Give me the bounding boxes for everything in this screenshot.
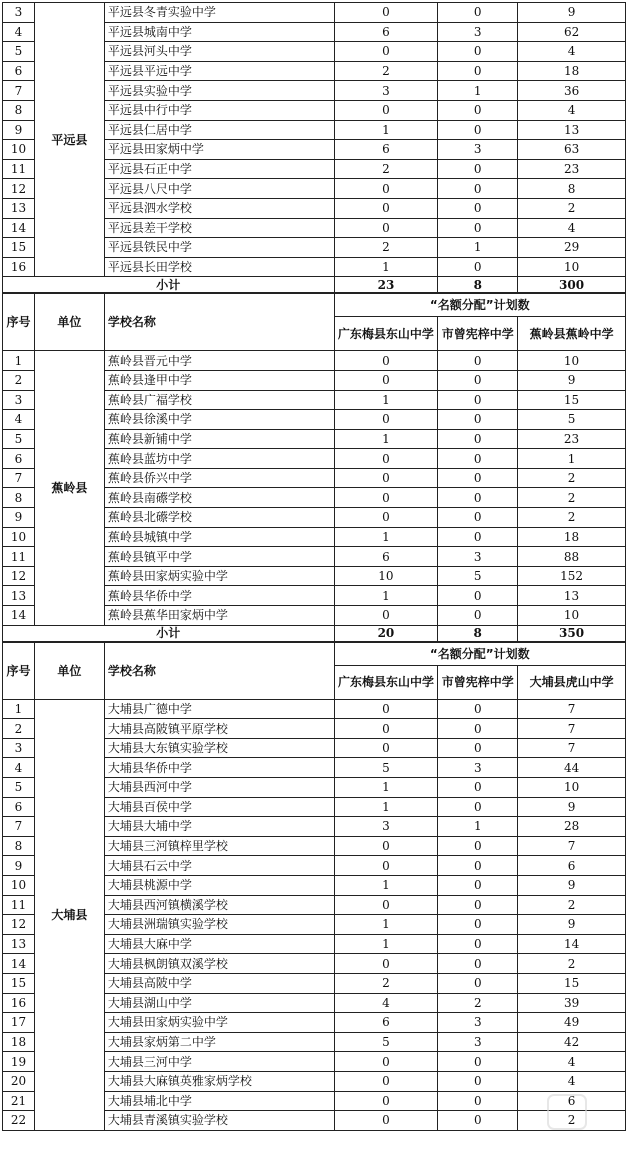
subtotal-label: 小计 <box>3 277 335 293</box>
quota-a: 1 <box>334 527 438 547</box>
school-name: 平远县石正中学 <box>104 159 334 179</box>
quota-b: 0 <box>438 738 518 758</box>
school-name: 大埔县西河中学 <box>104 778 334 798</box>
quota-a: 6 <box>334 547 438 567</box>
quota-c: 7 <box>518 719 626 739</box>
quota-b: 0 <box>438 198 518 218</box>
school-name: 蕉岭县镇平中学 <box>104 547 334 567</box>
row-index: 21 <box>3 1091 35 1111</box>
quota-b: 1 <box>438 817 518 837</box>
table-row <box>3 351 626 371</box>
school-name: 平远县铁民中学 <box>104 238 334 258</box>
allocation-document <box>2 2 626 1131</box>
school-name: 平远县田家炳中学 <box>104 140 334 160</box>
row-index: 10 <box>3 140 35 160</box>
row-index: 4 <box>3 410 35 430</box>
row-index: 7 <box>3 81 35 101</box>
quota-a: 0 <box>334 508 438 528</box>
quota-b: 1 <box>438 238 518 258</box>
quota-b: 0 <box>438 778 518 798</box>
row-index: 2 <box>3 719 35 739</box>
row-index: 8 <box>3 836 35 856</box>
row-index: 18 <box>3 1032 35 1052</box>
quota-c: 10 <box>518 606 626 626</box>
header-school: 学校名称 <box>104 642 334 699</box>
school-name: 大埔县田家炳实验中学 <box>104 1013 334 1033</box>
quota-b: 0 <box>438 488 518 508</box>
quota-c: 5 <box>518 410 626 430</box>
header-row <box>3 294 626 317</box>
quota-b: 0 <box>438 527 518 547</box>
row-index: 6 <box>3 797 35 817</box>
row-index: 14 <box>3 954 35 974</box>
quota-a: 0 <box>334 699 438 719</box>
header-index: 序号 <box>3 642 35 699</box>
school-name: 大埔县枫朗镇双溪学校 <box>104 954 334 974</box>
quota-a: 4 <box>334 993 438 1013</box>
row-index: 16 <box>3 993 35 1013</box>
quota-b: 3 <box>438 1013 518 1033</box>
quota-a: 2 <box>334 238 438 258</box>
quota-c: 15 <box>518 973 626 993</box>
quota-a: 1 <box>334 429 438 449</box>
header-plan-title: “名额分配”计划数 <box>334 642 625 665</box>
quota-a: 0 <box>334 410 438 430</box>
row-index: 3 <box>3 3 35 23</box>
header-school-c: 大埔县虎山中学 <box>518 665 626 699</box>
quota-a: 0 <box>334 1052 438 1072</box>
school-name: 大埔县广德中学 <box>104 699 334 719</box>
school-name: 大埔县大麻镇英雅家炳学校 <box>104 1071 334 1091</box>
school-name: 大埔县大埔中学 <box>104 817 334 837</box>
quota-c: 29 <box>518 238 626 258</box>
quota-c: 2 <box>518 468 626 488</box>
school-name: 平远县长田学校 <box>104 257 334 277</box>
quota-b: 0 <box>438 895 518 915</box>
row-index: 17 <box>3 1013 35 1033</box>
quota-b: 0 <box>438 934 518 954</box>
quota-c: 62 <box>518 22 626 42</box>
row-index: 8 <box>3 488 35 508</box>
quota-b: 2 <box>438 993 518 1013</box>
quota-b: 0 <box>438 719 518 739</box>
quota-a: 0 <box>334 351 438 371</box>
header-unit: 单位 <box>34 642 104 699</box>
quota-a: 0 <box>334 198 438 218</box>
school-name: 蕉岭县华侨中学 <box>104 586 334 606</box>
quota-c: 39 <box>518 993 626 1013</box>
quota-c: 18 <box>518 61 626 81</box>
quota-a: 3 <box>334 81 438 101</box>
row-index: 9 <box>3 120 35 140</box>
quota-c: 23 <box>518 159 626 179</box>
subtotal-a: 23 <box>334 277 438 293</box>
quota-a: 10 <box>334 566 438 586</box>
quota-b: 0 <box>438 218 518 238</box>
school-name: 大埔县百侯中学 <box>104 797 334 817</box>
school-name: 大埔县桃源中学 <box>104 875 334 895</box>
row-index: 7 <box>3 817 35 837</box>
school-name: 大埔县湖山中学 <box>104 993 334 1013</box>
subtotal-row <box>3 277 626 293</box>
quota-b: 0 <box>438 836 518 856</box>
quota-a: 1 <box>334 120 438 140</box>
school-name: 蕉岭县北礤学校 <box>104 508 334 528</box>
quota-c: 14 <box>518 934 626 954</box>
school-name: 蕉岭县新铺中学 <box>104 429 334 449</box>
quota-b: 0 <box>438 370 518 390</box>
header-plan-title: “名额分配”计划数 <box>334 294 625 317</box>
header-index: 序号 <box>3 294 35 351</box>
quota-b: 0 <box>438 1111 518 1131</box>
allocation-table-2 <box>2 642 626 1131</box>
quota-b: 0 <box>438 429 518 449</box>
school-name: 平远县仁居中学 <box>104 120 334 140</box>
quota-b: 0 <box>438 856 518 876</box>
quota-b: 0 <box>438 606 518 626</box>
quota-c: 9 <box>518 797 626 817</box>
school-name: 大埔县高陂中学 <box>104 973 334 993</box>
quota-c: 9 <box>518 875 626 895</box>
row-index: 12 <box>3 566 35 586</box>
row-index: 1 <box>3 351 35 371</box>
quota-c: 4 <box>518 42 626 62</box>
quota-c: 4 <box>518 100 626 120</box>
school-name: 蕉岭县城镇中学 <box>104 527 334 547</box>
quota-a: 0 <box>334 468 438 488</box>
school-name: 蕉岭县徐溪中学 <box>104 410 334 430</box>
school-name: 大埔县青溪镇实验学校 <box>104 1111 334 1131</box>
row-index: 11 <box>3 895 35 915</box>
quota-a: 0 <box>334 606 438 626</box>
subtotal-a: 20 <box>334 625 438 641</box>
quota-a: 0 <box>334 1091 438 1111</box>
school-name: 蕉岭县蕉华田家炳中学 <box>104 606 334 626</box>
quota-a: 6 <box>334 22 438 42</box>
row-index: 2 <box>3 370 35 390</box>
quota-a: 6 <box>334 140 438 160</box>
quota-a: 0 <box>334 3 438 23</box>
quota-a: 5 <box>334 758 438 778</box>
quota-c: 10 <box>518 257 626 277</box>
quota-b: 0 <box>438 410 518 430</box>
quota-a: 0 <box>334 954 438 974</box>
quota-c: 2 <box>518 198 626 218</box>
row-index: 11 <box>3 547 35 567</box>
subtotal-b: 8 <box>438 277 518 293</box>
row-index: 1 <box>3 699 35 719</box>
quota-a: 1 <box>334 257 438 277</box>
row-index: 13 <box>3 198 35 218</box>
quota-c: 1 <box>518 449 626 469</box>
unit-cell: 蕉岭县 <box>34 351 104 625</box>
school-name: 大埔县石云中学 <box>104 856 334 876</box>
quota-c: 6 <box>518 856 626 876</box>
row-index: 15 <box>3 973 35 993</box>
quota-c: 6 <box>518 1091 626 1111</box>
quota-b: 3 <box>438 22 518 42</box>
quota-a: 2 <box>334 973 438 993</box>
quota-c: 9 <box>518 370 626 390</box>
quota-c: 8 <box>518 179 626 199</box>
subtotal-c: 300 <box>518 277 626 293</box>
school-name: 大埔县大东镇实验学校 <box>104 738 334 758</box>
row-index: 9 <box>3 508 35 528</box>
row-index: 8 <box>3 100 35 120</box>
quota-c: 88 <box>518 547 626 567</box>
subtotal-b: 8 <box>438 625 518 641</box>
quota-b: 0 <box>438 257 518 277</box>
quota-c: 13 <box>518 120 626 140</box>
quota-a: 0 <box>334 856 438 876</box>
header-school-c: 蕉岭县蕉岭中学 <box>518 317 626 351</box>
header-row <box>3 642 626 665</box>
row-index: 7 <box>3 468 35 488</box>
school-name: 平远县差干学校 <box>104 218 334 238</box>
row-index: 16 <box>3 257 35 277</box>
row-index: 3 <box>3 390 35 410</box>
school-name: 蕉岭县广福学校 <box>104 390 334 410</box>
table-row <box>3 699 626 719</box>
quota-a: 1 <box>334 778 438 798</box>
quota-b: 0 <box>438 3 518 23</box>
school-name: 大埔县高陂镇平原学校 <box>104 719 334 739</box>
quota-a: 0 <box>334 738 438 758</box>
school-name: 平远县泗水学校 <box>104 198 334 218</box>
quota-b: 0 <box>438 42 518 62</box>
row-index: 14 <box>3 218 35 238</box>
quota-b: 0 <box>438 449 518 469</box>
school-name: 大埔县西河镇横溪学校 <box>104 895 334 915</box>
quota-c: 2 <box>518 508 626 528</box>
school-name: 平远县城南中学 <box>104 22 334 42</box>
quota-c: 7 <box>518 699 626 719</box>
row-index: 3 <box>3 738 35 758</box>
quota-a: 1 <box>334 390 438 410</box>
quota-a: 5 <box>334 1032 438 1052</box>
header-unit: 单位 <box>34 294 104 351</box>
quota-b: 0 <box>438 120 518 140</box>
quota-b: 3 <box>438 1032 518 1052</box>
quota-b: 0 <box>438 915 518 935</box>
allocation-table-0 <box>2 2 626 293</box>
row-index: 6 <box>3 61 35 81</box>
quota-c: 2 <box>518 895 626 915</box>
quota-b: 0 <box>438 390 518 410</box>
quota-a: 0 <box>334 836 438 856</box>
school-name: 蕉岭县南礤学校 <box>104 488 334 508</box>
school-name: 平远县河头中学 <box>104 42 334 62</box>
school-name: 大埔县三河中学 <box>104 1052 334 1072</box>
quota-a: 0 <box>334 218 438 238</box>
school-name: 蕉岭县蓝坊中学 <box>104 449 334 469</box>
quota-a: 3 <box>334 817 438 837</box>
unit-cell: 平远县 <box>34 3 104 277</box>
school-name: 蕉岭县田家炳实验中学 <box>104 566 334 586</box>
quota-a: 0 <box>334 179 438 199</box>
subtotal-c: 350 <box>518 625 626 641</box>
quota-a: 6 <box>334 1013 438 1033</box>
quota-a: 0 <box>334 449 438 469</box>
row-index: 20 <box>3 1071 35 1091</box>
row-index: 15 <box>3 238 35 258</box>
quota-b: 0 <box>438 973 518 993</box>
allocation-table-1 <box>2 293 626 641</box>
quota-c: 2 <box>518 954 626 974</box>
school-name: 蕉岭县逢甲中学 <box>104 370 334 390</box>
quota-c: 9 <box>518 3 626 23</box>
quota-a: 1 <box>334 934 438 954</box>
quota-c: 7 <box>518 836 626 856</box>
quota-c: 15 <box>518 390 626 410</box>
quota-c: 10 <box>518 778 626 798</box>
quota-a: 1 <box>334 797 438 817</box>
quota-a: 0 <box>334 1111 438 1131</box>
school-name: 平远县八尺中学 <box>104 179 334 199</box>
quota-a: 1 <box>334 875 438 895</box>
header-school-a: 广东梅县东山中学 <box>334 317 438 351</box>
row-index: 9 <box>3 856 35 876</box>
row-index: 5 <box>3 429 35 449</box>
school-name: 平远县中行中学 <box>104 100 334 120</box>
quota-b: 3 <box>438 547 518 567</box>
quota-b: 0 <box>438 699 518 719</box>
quota-c: 152 <box>518 566 626 586</box>
quota-c: 13 <box>518 586 626 606</box>
quota-a: 0 <box>334 895 438 915</box>
subtotal-row <box>3 625 626 641</box>
watermark-icon <box>547 1094 587 1130</box>
quota-c: 44 <box>518 758 626 778</box>
quota-b: 0 <box>438 61 518 81</box>
quota-c: 9 <box>518 915 626 935</box>
school-name: 大埔县大麻中学 <box>104 934 334 954</box>
row-index: 10 <box>3 527 35 547</box>
quota-c: 23 <box>518 429 626 449</box>
quota-c: 42 <box>518 1032 626 1052</box>
quota-b: 0 <box>438 586 518 606</box>
quota-b: 1 <box>438 81 518 101</box>
quota-a: 0 <box>334 42 438 62</box>
quota-a: 2 <box>334 159 438 179</box>
row-index: 5 <box>3 778 35 798</box>
quota-a: 1 <box>334 915 438 935</box>
header-school-b: 市曾宪梓中学 <box>438 665 518 699</box>
quota-b: 0 <box>438 875 518 895</box>
unit-cell: 大埔县 <box>34 699 104 1130</box>
quota-b: 0 <box>438 1091 518 1111</box>
table-row <box>3 3 626 23</box>
quota-b: 0 <box>438 100 518 120</box>
quota-a: 0 <box>334 1071 438 1091</box>
header-school-a: 广东梅县东山中学 <box>334 665 438 699</box>
school-name: 平远县平远中学 <box>104 61 334 81</box>
quota-c: 4 <box>518 218 626 238</box>
quota-a: 0 <box>334 488 438 508</box>
quota-b: 3 <box>438 140 518 160</box>
quota-c: 2 <box>518 488 626 508</box>
quota-c: 7 <box>518 738 626 758</box>
quota-b: 0 <box>438 351 518 371</box>
header-school: 学校名称 <box>104 294 334 351</box>
quota-b: 5 <box>438 566 518 586</box>
school-name: 大埔县华侨中学 <box>104 758 334 778</box>
row-index: 14 <box>3 606 35 626</box>
school-name: 大埔县洲瑞镇实验学校 <box>104 915 334 935</box>
quota-c: 36 <box>518 81 626 101</box>
quota-c: 4 <box>518 1052 626 1072</box>
subtotal-label: 小计 <box>3 625 335 641</box>
row-index: 4 <box>3 758 35 778</box>
row-index: 4 <box>3 22 35 42</box>
quota-b: 3 <box>438 758 518 778</box>
row-index: 11 <box>3 159 35 179</box>
school-name: 大埔县三河镇梓里学校 <box>104 836 334 856</box>
school-name: 蕉岭县晋元中学 <box>104 351 334 371</box>
quota-b: 0 <box>438 797 518 817</box>
quota-c: 49 <box>518 1013 626 1033</box>
school-name: 平远县冬青实验中学 <box>104 3 334 23</box>
row-index: 12 <box>3 179 35 199</box>
quota-c: 28 <box>518 817 626 837</box>
row-index: 19 <box>3 1052 35 1072</box>
row-index: 5 <box>3 42 35 62</box>
quota-b: 0 <box>438 468 518 488</box>
header-school-b: 市曾宪梓中学 <box>438 317 518 351</box>
row-index: 6 <box>3 449 35 469</box>
row-index: 13 <box>3 934 35 954</box>
quota-a: 0 <box>334 370 438 390</box>
quota-c: 10 <box>518 351 626 371</box>
quota-a: 1 <box>334 586 438 606</box>
quota-a: 0 <box>334 719 438 739</box>
quota-b: 0 <box>438 954 518 974</box>
school-name: 蕉岭县侨兴中学 <box>104 468 334 488</box>
row-index: 10 <box>3 875 35 895</box>
row-index: 12 <box>3 915 35 935</box>
quota-a: 0 <box>334 100 438 120</box>
quota-c: 4 <box>518 1071 626 1091</box>
school-name: 大埔县埔北中学 <box>104 1091 334 1111</box>
quota-c: 18 <box>518 527 626 547</box>
quota-c: 63 <box>518 140 626 160</box>
quota-b: 0 <box>438 1071 518 1091</box>
school-name: 大埔县家炳第二中学 <box>104 1032 334 1052</box>
quota-b: 0 <box>438 179 518 199</box>
row-index: 22 <box>3 1111 35 1131</box>
quota-c: 2 <box>518 1111 626 1131</box>
school-name: 平远县实验中学 <box>104 81 334 101</box>
quota-a: 2 <box>334 61 438 81</box>
quota-b: 0 <box>438 1052 518 1072</box>
row-index: 13 <box>3 586 35 606</box>
quota-b: 0 <box>438 508 518 528</box>
quota-b: 0 <box>438 159 518 179</box>
